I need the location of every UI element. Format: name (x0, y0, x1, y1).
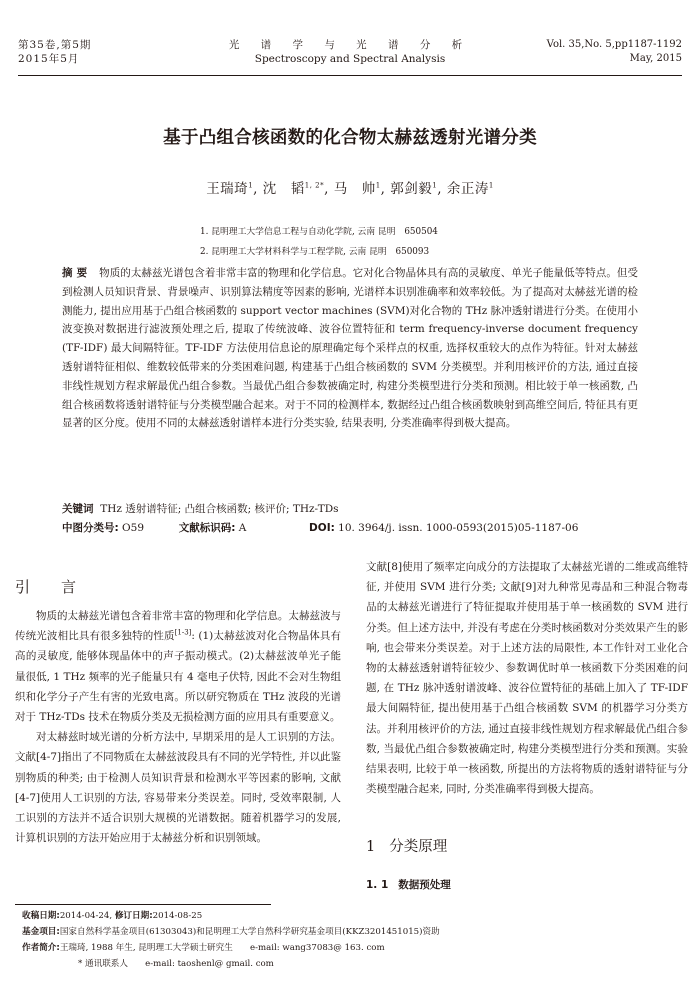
classification-row (62, 519, 662, 538)
keywords-block (62, 500, 662, 538)
author-affil-mark: 1, 2* (304, 181, 325, 190)
clc-value: O59 (122, 522, 145, 534)
citation: [1-3] (174, 628, 192, 637)
doi-label: DOI: (309, 522, 335, 534)
author-affil-mark: 1 (375, 181, 381, 190)
keywords-label: 关键词 (62, 503, 94, 515)
author: 沈 韬 (262, 181, 305, 197)
paragraph-text: 物质的太赫兹光谱包含着非常丰富的物理和化学信息。太赫兹波与传统光波相比具有很多独特的性质 (15, 610, 341, 643)
footnote-text: 2014-04-24, (59, 911, 115, 921)
author: 王瑞琦 (206, 181, 249, 197)
section-number: 1 (366, 839, 376, 855)
author: 郭剑毅 (390, 181, 433, 197)
affiliation: 1. 昆明理工大学信息工程与自动化学院, 云南 昆明 650504 (200, 227, 438, 237)
footnote-received (22, 908, 692, 924)
abstract-label: 摘要 (62, 267, 92, 279)
journal-title-en: Spectroscopy and Spectral Analysis (254, 53, 446, 65)
left-column (15, 606, 341, 848)
running-header (18, 38, 682, 78)
author-affil-mark: 1 (248, 181, 254, 190)
abstract (62, 264, 638, 433)
footnote-funding (22, 924, 692, 940)
volume-pages-en: Vol. 35,No. 5,pp1187-1192 (546, 39, 682, 50)
subsection-number: 1. 1 (366, 879, 389, 891)
footnote-label: 基金项目: (22, 927, 60, 937)
footnote-rule (15, 904, 271, 905)
subsection-heading-1-1 (366, 877, 451, 892)
footnote-text: 王瑞琦, 1988 年生, 昆明理工大学硕士研究生 e-mail: wang37083@ 163. com (59, 943, 385, 953)
section-heading-intro: 引 言 (15, 578, 85, 596)
doc-code-label: 文献标识码: (178, 522, 236, 534)
volume-issue-zh: 第35卷,第5期 (18, 39, 92, 51)
footnote-text: * 通讯联系人 e-mail: taoshenl@ gmail. com (78, 959, 274, 969)
footnote-label: 收稿日期: (22, 911, 60, 921)
keywords-row (62, 500, 662, 519)
section-heading-1 (366, 835, 447, 856)
paragraph: 文献[8]使用了频率定向成分的方法提取了太赫兹光谱的二维或高维特征, 并使用 SVM 进行分类; 文献[9]对九种常见毒品和三种混合物毒品的太赫兹光谱进行了特征提取并使用基于单一核函数的 SVM 进行分类。但上述方法中, 并没有考虑在分类时核函数对分类效果产生的影响, 也会带来分类误差。对于上述方法的局限性, 本工作针对工业化合物的太赫兹透射谱特征较少、参数调优时单一核函数下分类困难的问题, 在 THz 脉冲透射谱波峰、波谷位置特征的基础上加入了 TF-IDF 最大间隔特征, 提出使用基于凸组合核函数 SVM 的机器学习分类方法。并利用核评价的方法, 通过直接非线性规划方程求解最优凸组合参数, 当最优凸组合参数被确定时, 构建分类模型进行分类和预测。实验结果表明, 比较于单一核函数, 所提出的方法将物质的透射谱特征与分类模型融合起来, 同时, 分类准确率得到极大提高。 (366, 561, 688, 796)
paper-title: 基于凸组合核函数的化合物太赫兹透射光谱分类 (163, 128, 537, 148)
affiliations (200, 222, 438, 262)
author-affil-mark: 1 (488, 181, 494, 190)
header-rule (18, 75, 682, 76)
footnote-label: 修订日期: (114, 911, 153, 921)
affiliation: 2. 昆明理工大学材料科学与工程学院, 云南 昆明 650093 (200, 247, 430, 257)
paragraph: 对太赫兹时域光谱的分析方法中, 早期采用的是人工识别的方法。文献[4-7]指出了不同物质在太赫兹波段具有不同的光学特性, 并以此鉴别物质的种类; 由于检测人员知识背景和检测水平等因素的影响, 文献[4-7]使用人工识别的方法, 容易带来分类误差。同时, 受效率限制, 人工识别的方法并不适合识别大规模的光谱数据。随着机器学习的发展, 计算机识别的方法开始应用于太赫兹分析和识别领域。 (15, 731, 341, 845)
keywords-text: THz 透射谱特征; 凸组合核函数; 核评价; THz-TDs (100, 503, 339, 515)
header-right (547, 38, 682, 66)
date-zh: 2015年5月 (18, 53, 80, 65)
journal-title-zh: 光 谱 学 与 光 谱 分 析 (228, 39, 472, 51)
subsection-title: 数据预处理 (398, 879, 451, 891)
footnote-text: 2014-08-25 (152, 911, 203, 921)
right-column (366, 557, 688, 799)
author-affil-mark: 1 (432, 181, 438, 190)
doi-value: 10. 3964/j. issn. 1000-0593(2015)05-1187-06 (338, 522, 579, 534)
footnote-author-bio (22, 940, 692, 956)
clc-label: 中图分类号: (62, 522, 119, 534)
doc-code-value: A (238, 522, 247, 534)
section-title: 分类原理 (389, 839, 448, 855)
footnote-label: 作者简介: (22, 943, 60, 953)
author: 马 帅 (333, 181, 376, 197)
author: 余正涛 (446, 181, 489, 197)
abstract-text: 物质的太赫兹光谱包含着非常丰富的物理和化学信息。它对化合物晶体具有高的灵敏度、单光子能量低等特点。但受到检测人员知识背景、背景噪声、识别算法精度等因素的影响, 光谱样本识别准确率和效率较低。为了提高对太赫兹光谱的检测能力, 提出应用基于凸组合核函数的 support vector machines (SVM)对化合物的 THz 脉冲透射谱进行分类。在使用小波变换对数据进行滤波预处理之后, 提取了传统波峰、波谷位置特征和 term frequency-inverse document frequency (TF-IDF) 最大间隔特征。TF-IDF 方法使用信息论的原理确定每个采样点的权重, 选择权重较大的点作为特征。针对太赫兹透射谱特征相似、维数较低带来的分类困难问题, 构建基于凸组合核函数的 SVM 分类模型。并利用核评价的方法, 通过直接非线性规划方程求解最优凸组合参数。当最优凸组合参数被确定时, 构建分类模型进行分类和预测。相比较于单一核函数, 凸组合核函数将透射谱特征与分类模型融合起来。对于不同的检测样本, 数据经过凸组合核函数映射到高维空间后, 特征具有更显著的区分度。使用不同的太赫兹透射谱样本进行分类实验, 结果表明, 分类准确率得到极大提高。 (62, 267, 639, 430)
footnotes (22, 908, 692, 972)
paragraph-text: : (1)太赫兹波对化合物晶体具有高的灵敏度, 能够体现晶体中的声子振动模式。(2)太赫兹波单光子能量很低, 1 THz 频率的光子能量只有 4 毫电子伏特, 因此不会对生物组织和化学分子产生有害的光致电离。所以研究物质在 THz 波段的光谱对于 THz-TDs 技术在物质分类及无损检测方面的应用具有重要意义。 (15, 630, 342, 724)
paragraph (15, 606, 341, 727)
footnote-text: 国家自然科学基金项目(61303043)和昆明理工大学自然科学研究基金项目(KKZ3201451015)资助 (59, 927, 440, 937)
footnote-corresponding (22, 956, 692, 972)
date-en: May, 2015 (629, 53, 682, 64)
author-list: 王瑞琦$^1$, 沈 韬$^{1, 2*}$, 马 帅$^1$, 郭剑毅$^1$, 余正涛$^1$ (206, 181, 494, 197)
